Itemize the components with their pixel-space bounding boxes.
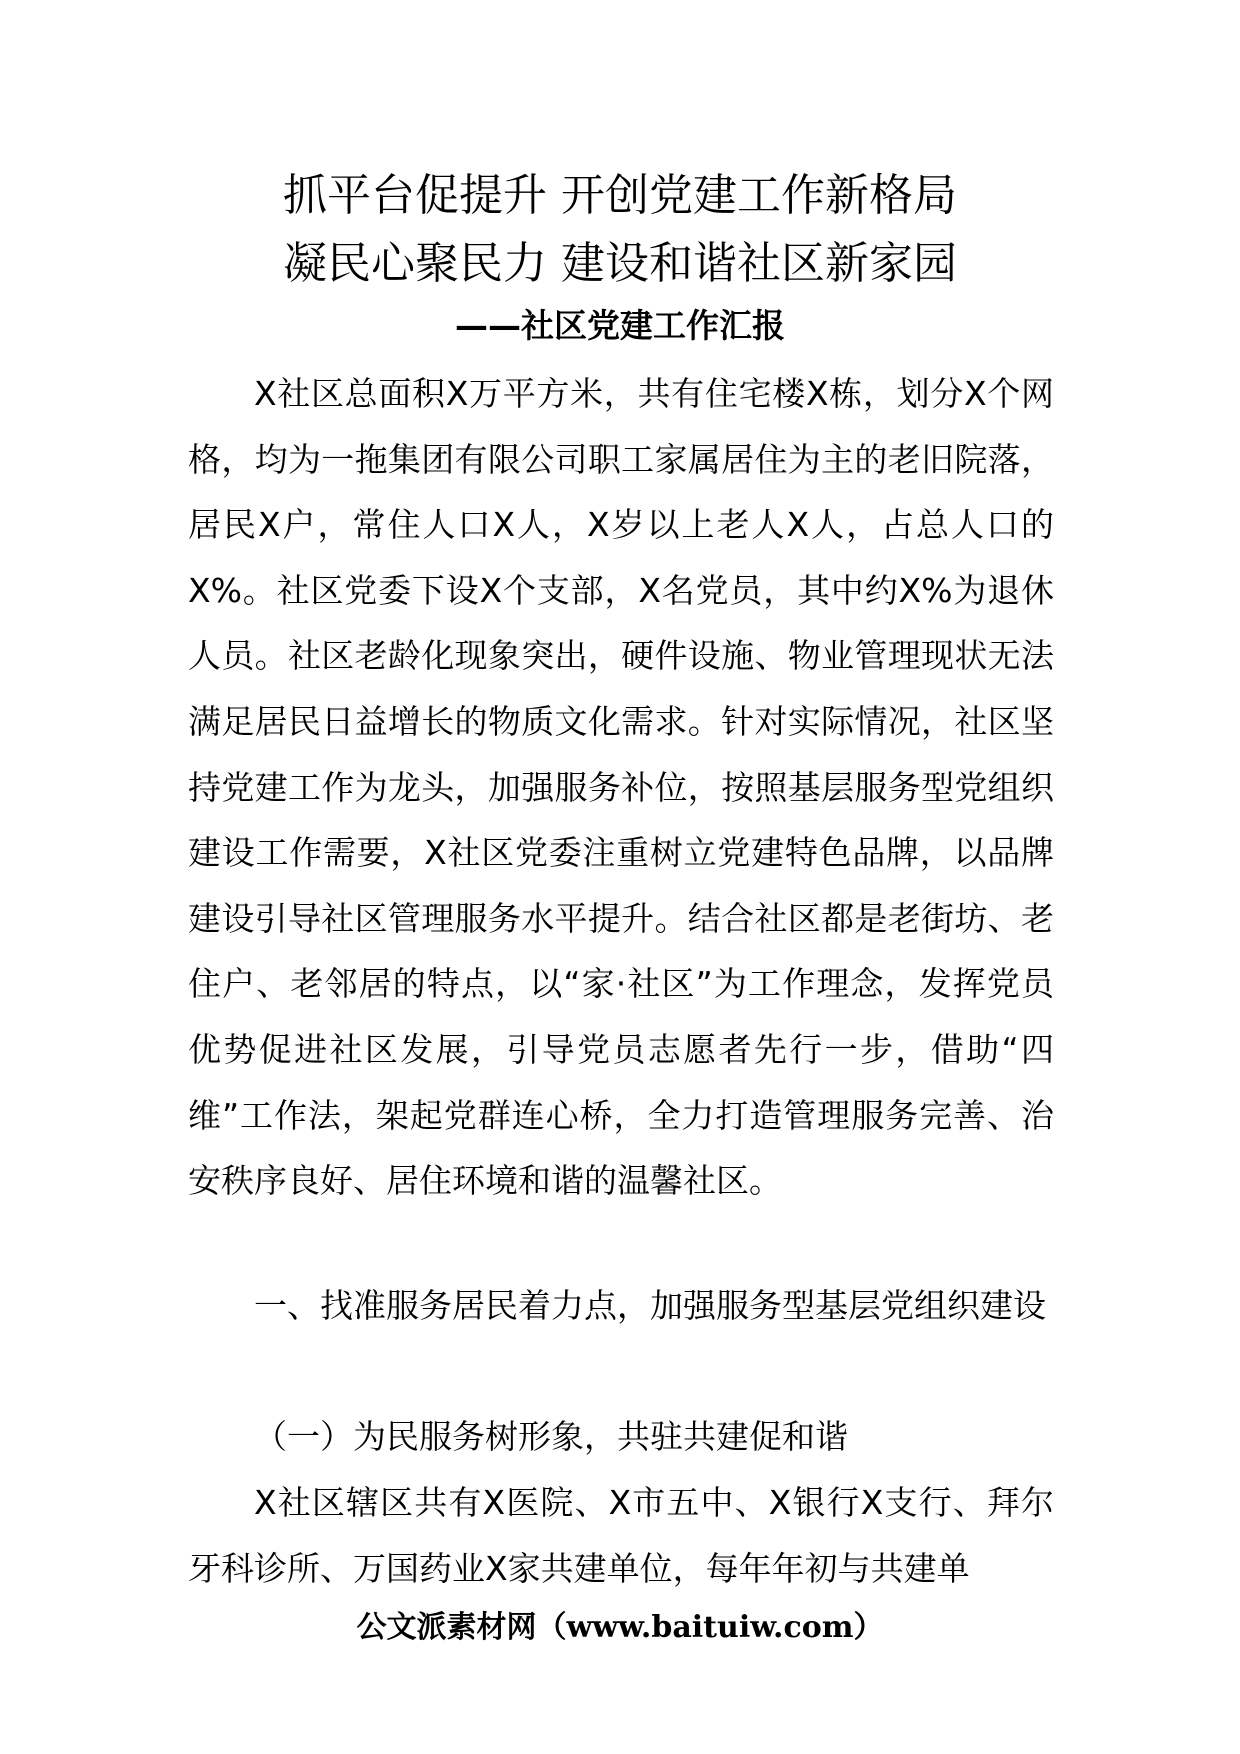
document-title-line-2: 凝民心聚民力 建设和谐社区新家园	[283, 238, 957, 289]
subsection-paragraph: X社区辖区共有X医院、X市五中、X银行X支行、拜尔牙科诊所、万国药业X家共建单位，每年年初与共建单	[188, 1483, 1054, 1588]
footer-watermark: 公文派素材网（www.baituiw.com）	[356, 1610, 884, 1645]
section-heading: 一、找准服务居民着力点，加强服务型基层党组织建设	[254, 1286, 1046, 1325]
subsection-heading: （一）为民服务树形象，共驻共建促和谐	[254, 1417, 848, 1456]
document-title-line-1: 抓平台促提升 开创党建工作新格局	[283, 170, 957, 221]
intro-paragraph: X社区总面积X万平方米，共有住宅楼X栋，划分X个网格，均为一拖集团有限公司职工家属居住为主的老旧院落，居民X户，常住人口X人，X岁以上老人X人，占总人口的X%。社区党委下设X个支部，X名党员，其中约X%为退休人员。社区老龄化现象突出，硬件设施、物业管理现状无法满足居民日益增长的物质文化需求。针对实际情况，社区坚持党建工作为龙头，加强服务补位，按照基层服务型党组织建设工作需要，X社区党委注重树立党建特色品牌，以品牌建设引导社区管理服务水平提升。结合社区都是老街坊、老住户、老邻居的特点，以“家·社区”为工作理念，发挥党员优势促进社区发展，引导党员志愿者先行一步，借助“四维”工作法，架起党群连心桥，全力打造管理服务完善、治安秩序良好、居住环境和谐的温馨社区。	[188, 374, 1054, 1201]
document-subtitle: ——社区党建工作汇报	[455, 306, 785, 345]
